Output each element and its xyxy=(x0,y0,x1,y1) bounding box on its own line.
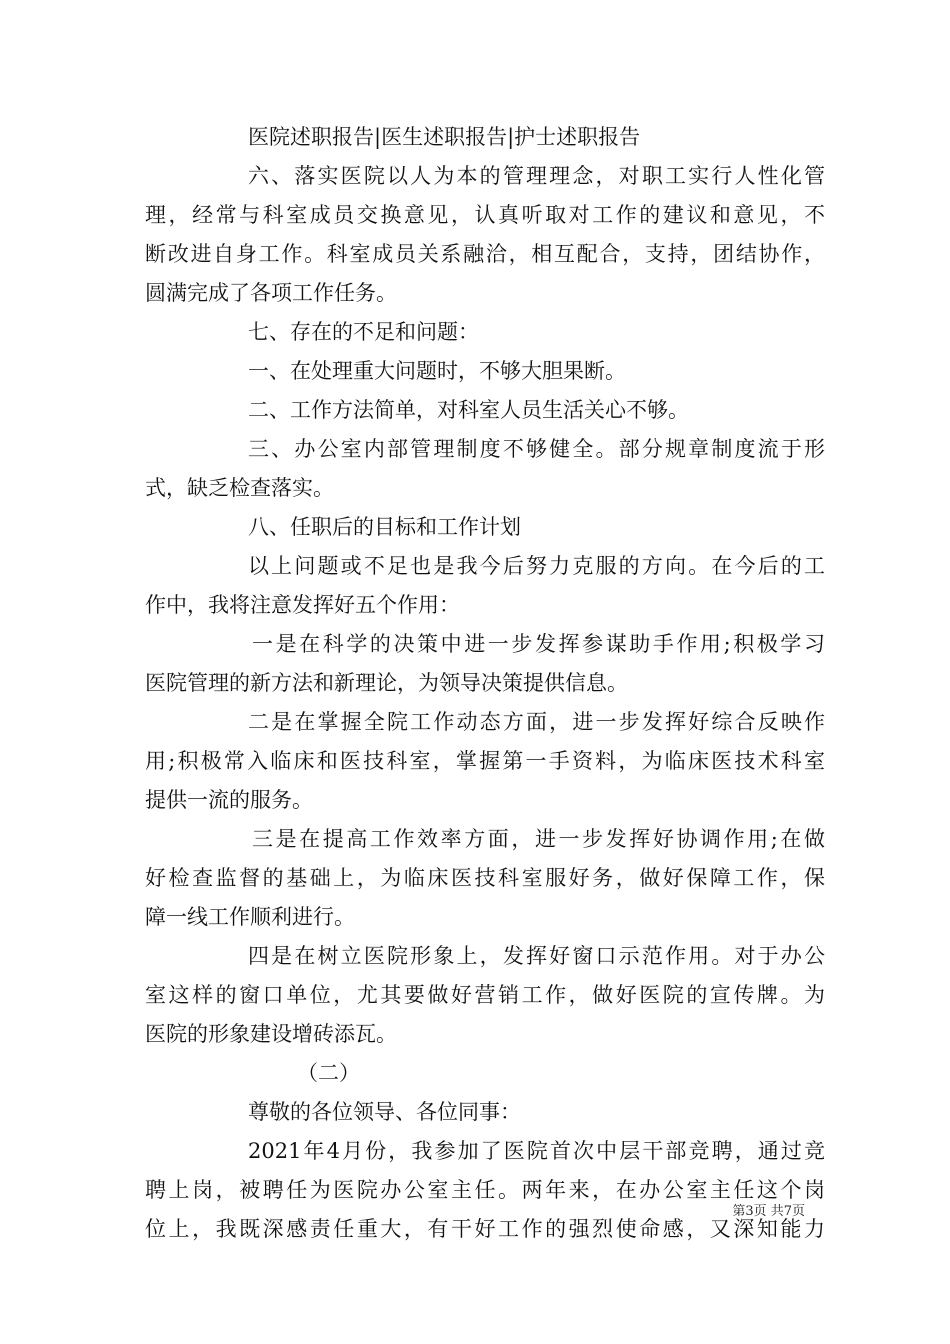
page-number-footer: 第3页 共7页 xyxy=(732,1204,805,1219)
paragraph-line: 好检查监督的基础上，为临床医技科室服好务，做好保障工作，保 xyxy=(145,866,825,890)
paragraph-line: 2021年4月份，我参加了医院首次中层干部竞聘，通过竞 xyxy=(248,1139,825,1163)
section-heading-problems: 七、存在的不足和问题： xyxy=(248,320,479,344)
paragraph-line: 医院的形象建设增砖添瓦。 xyxy=(145,1022,397,1046)
paragraph-line: 聘上岗，被聘任为医院办公室主任。两年来，在办公室主任这个岗 xyxy=(145,1178,825,1202)
paragraph-line: 一是在科学的决策中进一步发挥参谋助手作用;积极学习 xyxy=(252,632,825,656)
paragraph-line: 式，缺乏检查落实。 xyxy=(145,476,334,500)
section-heading-goals: 八、任职后的目标和工作计划 xyxy=(248,515,521,539)
paragraph-line: 二是在掌握全院工作动态方面，进一步发挥好综合反映作 xyxy=(248,710,825,734)
paragraph-line: 一、在处理重大问题时，不够大胆果断。 xyxy=(248,359,626,383)
document-body xyxy=(145,118,825,1249)
paragraph-line: 断改进自身工作。科室成员关系融洽，相互配合，支持，团结协作， xyxy=(145,242,825,266)
paragraph-line: 以上问题或不足也是我今后努力克服的方向。在今后的工 xyxy=(248,554,825,578)
paragraph-line: 医院管理的新方法和新理论，为领导决策提供信息。 xyxy=(145,671,628,695)
heading-report-titles: 医院述职报告|医生述职报告|护士述职报告 xyxy=(248,125,641,149)
paragraph-line: 提供一流的服务。 xyxy=(145,788,313,812)
paragraph-line: 位上，我既深感责任重大，有干好工作的强烈使命感，又深知能力 xyxy=(145,1217,825,1241)
paragraph-line: 二、工作方法简单，对科室人员生活关心不够。 xyxy=(248,398,689,422)
paragraph-line: 三、办公室内部管理制度不够健全。部分规章制度流于形 xyxy=(248,437,825,461)
paragraph-line: 障一线工作顺利进行。 xyxy=(145,905,355,929)
paragraph-line: 室这样的窗口单位，尤其要做好营销工作，做好医院的宣传牌。为 xyxy=(145,983,825,1007)
salutation: 尊敬的各位领导、各位同事： xyxy=(248,1100,521,1124)
paragraph-line: 理，经常与科室成员交换意见，认真听取对工作的建议和意见，不 xyxy=(145,203,825,227)
paragraph-line: 三是在提高工作效率方面，进一步发挥好协调作用;在做 xyxy=(252,827,825,851)
paragraph-line: 六、落实医院以人为本的管理理念，对职工实行人性化管 xyxy=(248,164,825,188)
paragraph-line: 圆满完成了各项工作任务。 xyxy=(145,281,397,305)
section-number-two: （二） xyxy=(297,1061,360,1085)
paragraph-line: 四是在树立医院形象上，发挥好窗口示范作用。对于办公 xyxy=(248,944,825,968)
paragraph-line: 用;积极常入临床和医技科室，掌握第一手资料，为临床医技术科室 xyxy=(145,749,825,773)
paragraph-line: 作中，我将注意发挥好五个作用： xyxy=(145,593,460,617)
